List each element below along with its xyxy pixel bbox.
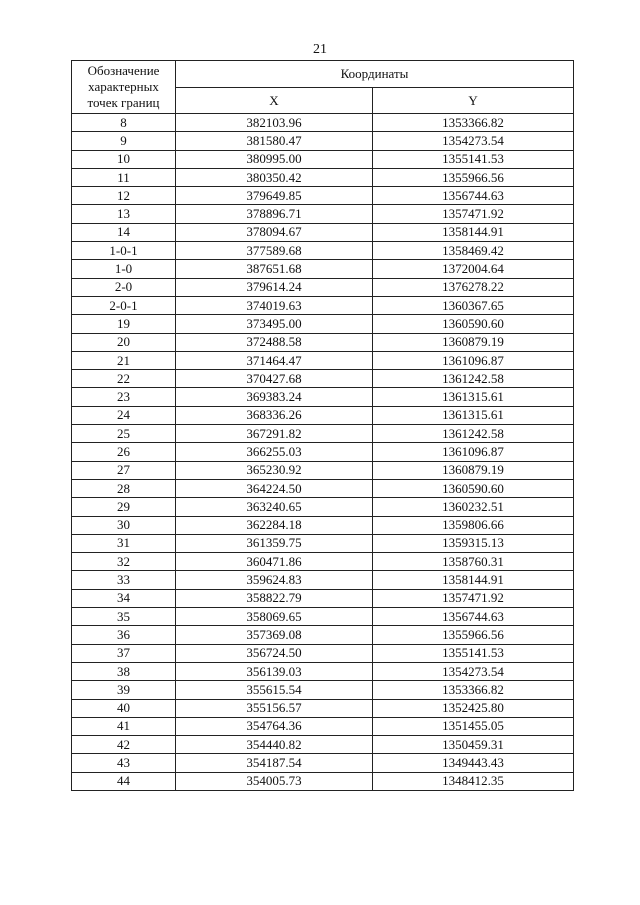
x-coordinate-cell: 374019.63 [176, 296, 373, 314]
point-cell: 13 [72, 205, 176, 223]
x-coordinate-cell: 380995.00 [176, 150, 373, 168]
point-designation-header: Обозначение характерных точек границ [72, 61, 176, 114]
y-coordinate-cell: 1354273.54 [373, 662, 574, 680]
table-row [72, 443, 574, 461]
point-cell: 8 [72, 114, 176, 132]
point-cell: 31 [72, 534, 176, 552]
coordinates-table [71, 60, 574, 791]
x-coordinate-cell: 370427.68 [176, 370, 373, 388]
x-coordinate-cell: 371464.47 [176, 351, 373, 369]
point-cell: 21 [72, 351, 176, 369]
table-row [72, 114, 574, 132]
coordinates-header: Координаты [176, 61, 574, 88]
point-cell: 40 [72, 699, 176, 717]
table-row [72, 406, 574, 424]
point-cell: 34 [72, 589, 176, 607]
y-column-header: Y [373, 88, 574, 114]
y-coordinate-cell: 1376278.22 [373, 278, 574, 296]
point-cell: 37 [72, 644, 176, 662]
point-cell: 38 [72, 662, 176, 680]
y-coordinate-cell: 1360232.51 [373, 498, 574, 516]
table-row [72, 205, 574, 223]
table-row [72, 516, 574, 534]
table-row [72, 608, 574, 626]
table-row [72, 736, 574, 754]
y-coordinate-cell: 1356744.63 [373, 608, 574, 626]
point-cell: 19 [72, 315, 176, 333]
x-coordinate-cell: 365230.92 [176, 461, 373, 479]
x-coordinate-cell: 387651.68 [176, 260, 373, 278]
table-row [72, 296, 574, 314]
table-row [72, 425, 574, 443]
x-coordinate-cell: 362284.18 [176, 516, 373, 534]
point-cell: 1-0 [72, 260, 176, 278]
table-row [72, 699, 574, 717]
y-coordinate-cell: 1351455.05 [373, 717, 574, 735]
x-coordinate-cell: 357369.08 [176, 626, 373, 644]
point-cell: 20 [72, 333, 176, 351]
x-coordinate-cell: 367291.82 [176, 425, 373, 443]
table-row [72, 351, 574, 369]
table-row [72, 333, 574, 351]
table-row [72, 662, 574, 680]
y-coordinate-cell: 1360879.19 [373, 333, 574, 351]
point-cell: 35 [72, 608, 176, 626]
table-row [72, 461, 574, 479]
x-coordinate-cell: 356724.50 [176, 644, 373, 662]
x-coordinate-cell: 378896.71 [176, 205, 373, 223]
point-cell: 12 [72, 187, 176, 205]
x-coordinate-cell: 360471.86 [176, 553, 373, 571]
y-coordinate-cell: 1353366.82 [373, 114, 574, 132]
y-coordinate-cell: 1360590.60 [373, 479, 574, 497]
point-cell: 23 [72, 388, 176, 406]
x-coordinate-cell: 379649.85 [176, 187, 373, 205]
y-coordinate-cell: 1360367.65 [373, 296, 574, 314]
x-coordinate-cell: 378094.67 [176, 223, 373, 241]
y-coordinate-cell: 1361315.61 [373, 388, 574, 406]
table-row [72, 168, 574, 186]
y-coordinate-cell: 1361096.87 [373, 443, 574, 461]
x-coordinate-cell: 355156.57 [176, 699, 373, 717]
x-coordinate-cell: 358069.65 [176, 608, 373, 626]
table-row [72, 644, 574, 662]
y-coordinate-cell: 1349443.43 [373, 754, 574, 772]
point-cell: 1-0-1 [72, 242, 176, 260]
point-cell: 32 [72, 553, 176, 571]
y-coordinate-cell: 1359806.66 [373, 516, 574, 534]
table-row [72, 150, 574, 168]
y-coordinate-cell: 1359315.13 [373, 534, 574, 552]
x-coordinate-cell: 369383.24 [176, 388, 373, 406]
table-row [72, 534, 574, 552]
point-cell: 27 [72, 461, 176, 479]
point-cell: 30 [72, 516, 176, 534]
y-coordinate-cell: 1355966.56 [373, 626, 574, 644]
x-coordinate-cell: 377589.68 [176, 242, 373, 260]
table-row [72, 370, 574, 388]
point-cell: 36 [72, 626, 176, 644]
point-cell: 25 [72, 425, 176, 443]
table-row [72, 132, 574, 150]
page-number: 21 [313, 42, 327, 57]
point-cell: 28 [72, 479, 176, 497]
table-row [72, 626, 574, 644]
x-coordinate-cell: 366255.03 [176, 443, 373, 461]
x-coordinate-cell: 363240.65 [176, 498, 373, 516]
x-coordinate-cell: 381580.47 [176, 132, 373, 150]
point-cell: 29 [72, 498, 176, 516]
y-coordinate-cell: 1360879.19 [373, 461, 574, 479]
y-coordinate-cell: 1358760.31 [373, 553, 574, 571]
y-coordinate-cell: 1358144.91 [373, 571, 574, 589]
y-coordinate-cell: 1372004.64 [373, 260, 574, 278]
y-coordinate-cell: 1353366.82 [373, 681, 574, 699]
y-coordinate-cell: 1356744.63 [373, 187, 574, 205]
point-cell: 2-0-1 [72, 296, 176, 314]
point-cell: 24 [72, 406, 176, 424]
table-row [72, 260, 574, 278]
y-coordinate-cell: 1361096.87 [373, 351, 574, 369]
y-coordinate-cell: 1361315.61 [373, 406, 574, 424]
table-row [72, 479, 574, 497]
x-coordinate-cell: 356139.03 [176, 662, 373, 680]
point-cell: 9 [72, 132, 176, 150]
x-coordinate-cell: 382103.96 [176, 114, 373, 132]
x-coordinate-cell: 354440.82 [176, 736, 373, 754]
point-cell: 41 [72, 717, 176, 735]
x-coordinate-cell: 380350.42 [176, 168, 373, 186]
y-coordinate-cell: 1355966.56 [373, 168, 574, 186]
x-coordinate-cell: 361359.75 [176, 534, 373, 552]
table-row [72, 754, 574, 772]
table-row [72, 187, 574, 205]
y-coordinate-cell: 1361242.58 [373, 370, 574, 388]
x-column-header: X [176, 88, 373, 114]
x-coordinate-cell: 354187.54 [176, 754, 373, 772]
x-coordinate-cell: 373495.00 [176, 315, 373, 333]
point-cell: 22 [72, 370, 176, 388]
table-row [72, 223, 574, 241]
y-coordinate-cell: 1357471.92 [373, 205, 574, 223]
table-row [72, 772, 574, 790]
y-coordinate-cell: 1358469.42 [373, 242, 574, 260]
table-row [72, 571, 574, 589]
table-row [72, 553, 574, 571]
x-coordinate-cell: 355615.54 [176, 681, 373, 699]
x-coordinate-cell: 354005.73 [176, 772, 373, 790]
x-coordinate-cell: 359624.83 [176, 571, 373, 589]
point-cell: 2-0 [72, 278, 176, 296]
y-coordinate-cell: 1360590.60 [373, 315, 574, 333]
y-coordinate-cell: 1355141.53 [373, 150, 574, 168]
x-coordinate-cell: 358822.79 [176, 589, 373, 607]
x-coordinate-cell: 364224.50 [176, 479, 373, 497]
point-cell: 11 [72, 168, 176, 186]
table-row [72, 589, 574, 607]
point-cell: 42 [72, 736, 176, 754]
y-coordinate-cell: 1354273.54 [373, 132, 574, 150]
x-coordinate-cell: 372488.58 [176, 333, 373, 351]
table-row [72, 498, 574, 516]
x-coordinate-cell: 354764.36 [176, 717, 373, 735]
y-coordinate-cell: 1361242.58 [373, 425, 574, 443]
table-row [72, 717, 574, 735]
point-cell: 14 [72, 223, 176, 241]
point-cell: 26 [72, 443, 176, 461]
point-cell: 44 [72, 772, 176, 790]
x-coordinate-cell: 379614.24 [176, 278, 373, 296]
point-cell: 43 [72, 754, 176, 772]
y-coordinate-cell: 1357471.92 [373, 589, 574, 607]
table-row [72, 278, 574, 296]
table-row [72, 242, 574, 260]
x-coordinate-cell: 368336.26 [176, 406, 373, 424]
table-row [72, 681, 574, 699]
table-body [72, 114, 574, 791]
y-coordinate-cell: 1358144.91 [373, 223, 574, 241]
point-cell: 33 [72, 571, 176, 589]
table-row [72, 388, 574, 406]
point-cell: 39 [72, 681, 176, 699]
y-coordinate-cell: 1352425.80 [373, 699, 574, 717]
y-coordinate-cell: 1348412.35 [373, 772, 574, 790]
table-row [72, 315, 574, 333]
y-coordinate-cell: 1355141.53 [373, 644, 574, 662]
y-coordinate-cell: 1350459.31 [373, 736, 574, 754]
point-cell: 10 [72, 150, 176, 168]
